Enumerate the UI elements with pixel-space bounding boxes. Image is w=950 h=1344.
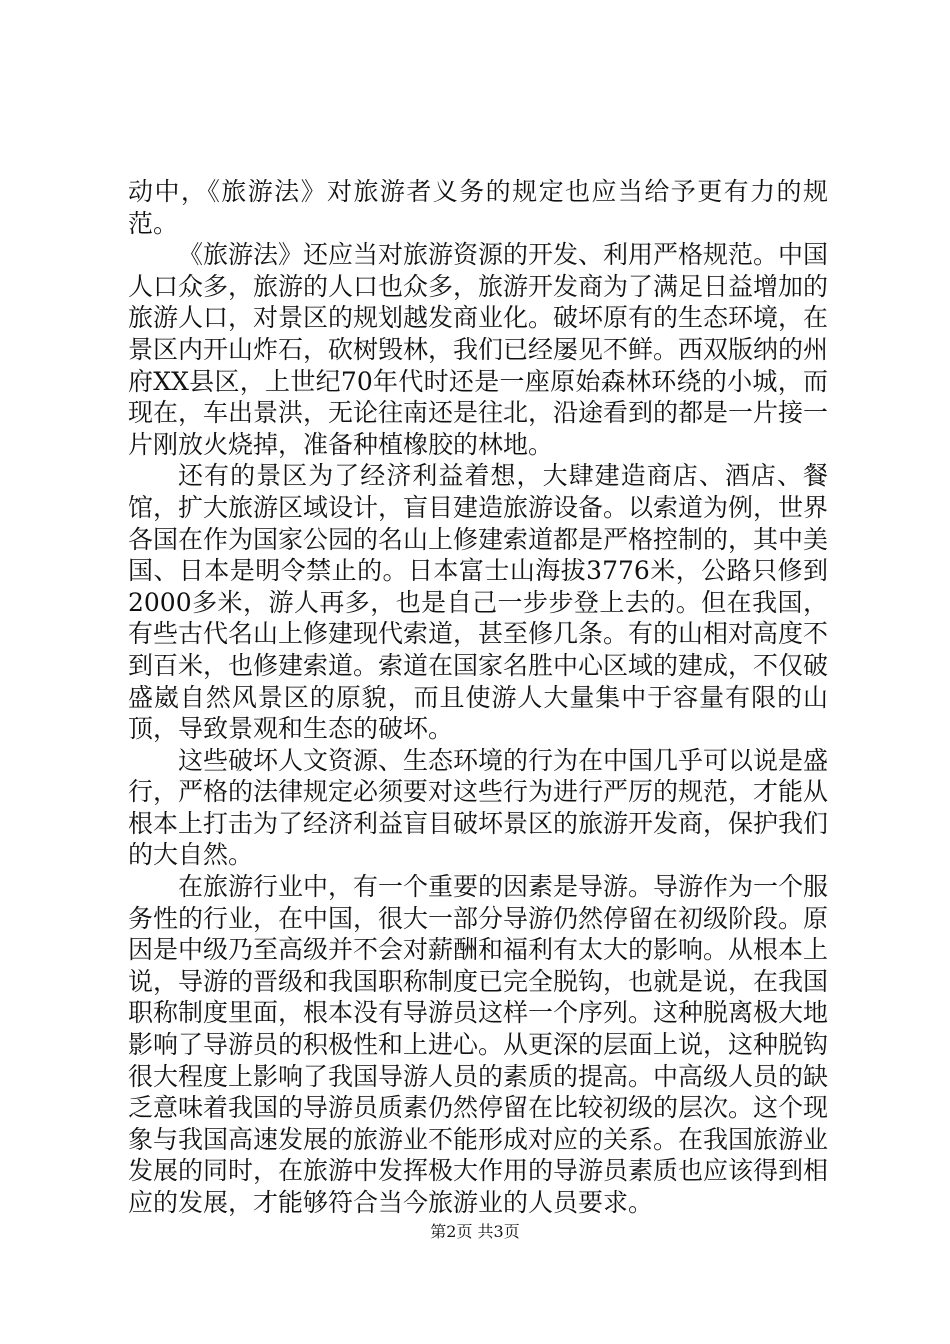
paragraph-tour-guides: 在旅游行业中，有一个重要的因素是导游。导游作为一个服务性的行业，在中国，很大一部分导游仍然停留在初级阶段。原因是中级乃至高级并不会对薪酬和福利有太大的影响。从根本上说，导游的晋级和我国职称制度已完全脱钩，也就是说，在我国职称制度里面，根本没有导游员这样一个序列。这种脱离极大地影响了导游员的积极性和上进心。从更深的层面上说，这种脱钩很大程度上影响了我国导游人员的素质的提高。中高级人员的缺乏意味着我国的导游员质素仍然停留在比较初级的层次。这个现象与我国高速发展的旅游业不能形成对应的关系。在我国旅游业发展的同时，在旅游中发挥极大作用的导游员素质也应该得到相应的发展，才能够符合当今旅游业的人员要求。 <box>128 872 829 1217</box>
paragraph-continuation: 动中，《旅游法》对旅游者义务的规定也应当给予更有力的规范。 <box>128 177 828 238</box>
paragraph-scenic-construction: 还有的景区为了经济利益着想，大肆建造商店、酒店、餐馆，扩大旅游区域设计，盲目建造旅游设备。以索道为例，世界各国在作为国家公园的名山上修建索道都是严格控制的，其中美国、日本是明令禁止的。日本富士山海拔3776米，公路只修到2000多米，游人再多，也是自己一步步登上去的。但在我国，有些古代名山上修建现代索道，甚至修几条。有的山相对高度不到百米，也修建索道。索道在国家名胜中心区域的建成，不仅破盛崴自然风景区的原貌，而且使游人大量集中于容量有限的山顶，导致景观和生态的破坏。 <box>128 461 829 744</box>
document-body <box>128 176 828 1219</box>
paragraph-legal-regulation: 这些破坏人文资源、生态环境的行为在中国几乎可以说是盛行，严格的法律规定必须要对这些行为进行严厉的规范，才能从根本上打击为了经济利益盲目破坏景区的旅游开发商，保护我们的大自然。 <box>128 745 829 870</box>
paragraph-resource-development: 《旅游法》还应当对旅游资源的开发、利用严格规范。中国人口众多，旅游的人口也众多，旅游开发商为了满足日益增加的旅游人口，对景区的规划越发商业化。破坏原有的生态环境，在景区内开山炸石，砍树毁林，我们已经屡见不鲜。西双版纳的州府XX县区，上世纪70年代时还是一座原始森林环绕的小城，而现在，车出景洪，无论往南还是往北，沿途看到的都是一片接一片刚放火烧掉，准备种植橡胶的林地。 <box>128 240 829 459</box>
page-number-footer: 第2页 共3页 <box>430 1222 520 1241</box>
